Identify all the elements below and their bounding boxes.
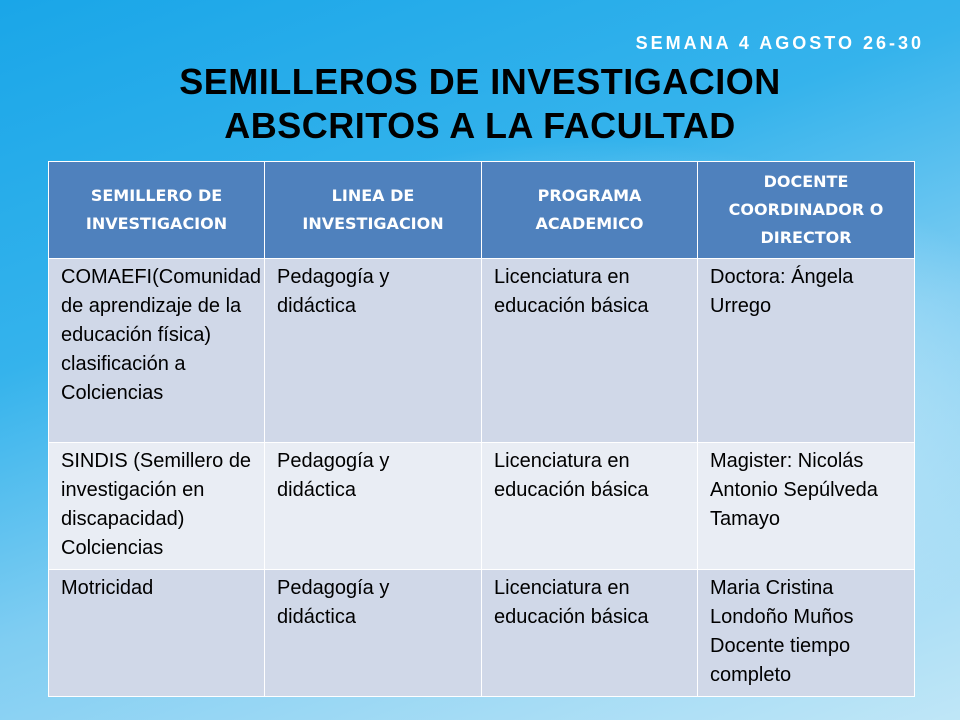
table-cell: SINDIS (Semillero de investigación en discapacidad) Colciencias xyxy=(49,443,265,570)
table-cell: Maria Cristina Londoño Muños Docente tiempo completo xyxy=(698,570,915,697)
title-line-2: ABSCRITOS A LA FACULTAD xyxy=(224,105,736,146)
column-header: SEMILLERO DE INVESTIGACION xyxy=(49,162,265,259)
column-header: PROGRAMA ACADEMICO xyxy=(482,162,698,259)
table-cell: COMAEFI(Comunidad de aprendizaje de la educación física) clasificación a Colciencias xyxy=(49,259,265,443)
table-cell: Licenciatura en educación básica xyxy=(482,443,698,570)
table-cell: Doctora: Ángela Urrego xyxy=(698,259,915,443)
table-row xyxy=(49,570,915,697)
title-line-1: SEMILLEROS DE INVESTIGACION xyxy=(179,61,781,102)
table-cell: Licenciatura en educación básica xyxy=(482,259,698,443)
table-cell: Pedagogía y didáctica xyxy=(265,570,482,697)
table-cell: Motricidad xyxy=(49,570,265,697)
week-label: SEMANA 4 AGOSTO 26-30 xyxy=(635,33,924,53)
column-header: LINEA DE INVESTIGACION xyxy=(265,162,482,259)
table-cell: Pedagogía y didáctica xyxy=(265,443,482,570)
semilleros-table xyxy=(48,161,915,697)
table-cell: Magister: Nicolás Antonio Sepúlveda Tamayo xyxy=(698,443,915,570)
table-header-row xyxy=(49,162,915,259)
table-row xyxy=(49,259,915,443)
table-cell: Pedagogía y didáctica xyxy=(265,259,482,443)
slide-title xyxy=(0,60,960,148)
table-cell: Licenciatura en educación básica xyxy=(482,570,698,697)
column-header: DOCENTE COORDINADOR O DIRECTOR xyxy=(698,162,915,259)
table-row xyxy=(49,443,915,570)
